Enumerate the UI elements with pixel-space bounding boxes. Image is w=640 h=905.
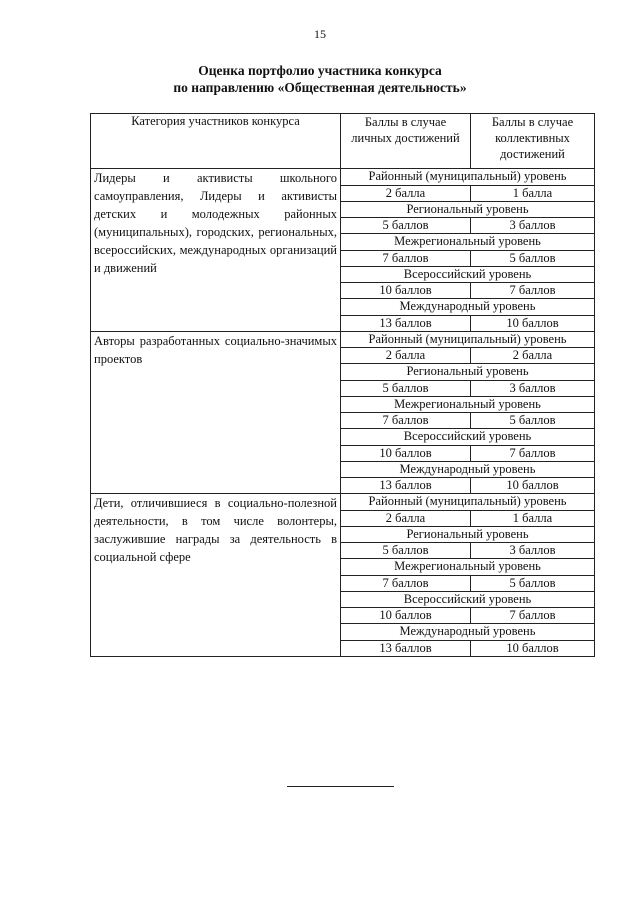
level-cell: Районный (муниципальный) уровень (341, 494, 595, 511)
personal-points-cell: 10 баллов (341, 608, 471, 624)
table-body (91, 169, 595, 657)
level-cell: Международный уровень (341, 624, 595, 641)
table-header-row (91, 114, 595, 169)
personal-points-cell: 7 баллов (341, 250, 471, 266)
personal-points-cell: 7 баллов (341, 575, 471, 591)
table-row-level (91, 169, 595, 186)
collective-points-cell: 7 баллов (471, 283, 595, 299)
collective-points-cell: 7 баллов (471, 445, 595, 461)
collective-points-cell: 5 баллов (471, 575, 595, 591)
collective-points-cell: 2 балла (471, 348, 595, 364)
portfolio-score-table (90, 113, 595, 657)
title-line-2: по направлению «Общественная деятельность» (173, 80, 467, 95)
level-cell: Районный (муниципальный) уровень (341, 331, 595, 348)
collective-points-cell: 10 баллов (471, 478, 595, 494)
table-row-level (91, 331, 595, 348)
title-line-1: Оценка портфолио участника конкурса (198, 63, 442, 78)
level-cell: Межрегиональный уровень (341, 234, 595, 251)
personal-points-cell: 5 баллов (341, 543, 471, 559)
personal-points-cell: 7 баллов (341, 413, 471, 429)
category-cell: Авторы разработанных социально-значимых проектов (91, 331, 341, 494)
collective-points-cell: 5 баллов (471, 250, 595, 266)
personal-points-cell: 5 баллов (341, 380, 471, 396)
collective-points-cell: 3 баллов (471, 218, 595, 234)
level-cell: Международный уровень (341, 299, 595, 316)
collective-points-cell: 1 балла (471, 185, 595, 201)
footer-divider (287, 786, 394, 787)
level-cell: Межрегиональный уровень (341, 396, 595, 413)
category-cell: Дети, отличившиеся в социально-полезной деятельности, в том числе волонтеры, заслужившие награды за деятельность в социальной сфере (91, 494, 341, 657)
personal-points-cell: 2 балла (341, 510, 471, 526)
collective-points-cell: 1 балла (471, 510, 595, 526)
personal-points-cell: 10 баллов (341, 445, 471, 461)
collective-points-cell: 3 баллов (471, 543, 595, 559)
page-number: 15 (314, 27, 326, 41)
level-cell: Межрегиональный уровень (341, 559, 595, 576)
collective-points-cell: 7 баллов (471, 608, 595, 624)
level-cell: Всероссийский уровень (341, 429, 595, 446)
header-collective-points: Баллы в случае коллективных достижений (471, 114, 595, 169)
personal-points-cell: 2 балла (341, 348, 471, 364)
personal-points-cell: 2 балла (341, 185, 471, 201)
collective-points-cell: 10 баллов (471, 315, 595, 331)
level-cell: Международный уровень (341, 461, 595, 478)
personal-points-cell: 13 баллов (341, 478, 471, 494)
personal-points-cell: 5 баллов (341, 218, 471, 234)
personal-points-cell: 13 баллов (341, 315, 471, 331)
personal-points-cell: 13 баллов (341, 640, 471, 656)
level-cell: Региональный уровень (341, 526, 595, 543)
level-cell: Районный (муниципальный) уровень (341, 169, 595, 186)
level-cell: Региональный уровень (341, 201, 595, 218)
category-cell: Лидеры и активисты школьного самоуправления, Лидеры и активисты детских и молодежных районных (муниципальных), городских, региональных, всероссийских, международных организаций и движений (91, 169, 341, 332)
level-cell: Всероссийский уровень (341, 266, 595, 283)
personal-points-cell: 10 баллов (341, 283, 471, 299)
level-cell: Всероссийский уровень (341, 591, 595, 608)
header-personal-points: Баллы в случае личных достижений (341, 114, 471, 169)
collective-points-cell: 3 баллов (471, 380, 595, 396)
header-category: Категория участников конкурса (91, 114, 341, 169)
level-cell: Региональный уровень (341, 364, 595, 381)
table-row-level (91, 494, 595, 511)
document-title (0, 62, 640, 96)
collective-points-cell: 10 баллов (471, 640, 595, 656)
collective-points-cell: 5 баллов (471, 413, 595, 429)
